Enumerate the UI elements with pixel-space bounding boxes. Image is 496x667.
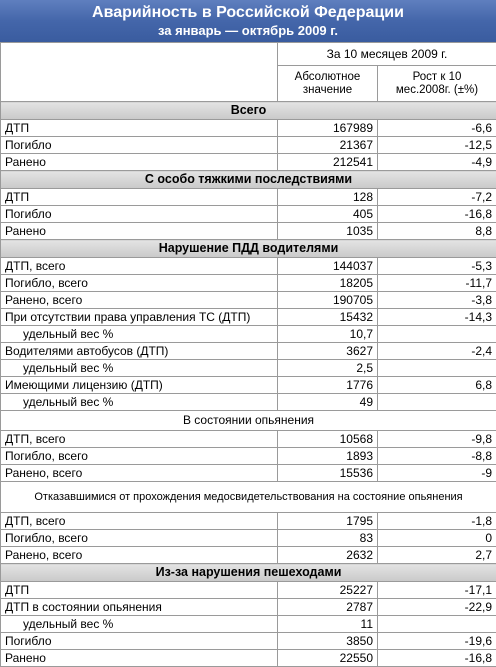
row-growth: -6,6 [378, 120, 496, 137]
row-growth [378, 616, 496, 633]
row-label: Погибло [1, 633, 278, 650]
section-title: С особо тяжкими последствиями [1, 171, 496, 189]
header-absolute-line2: значение [303, 84, 352, 96]
row-absolute-value: 3850 [278, 633, 378, 650]
row-absolute-value: 1035 [278, 223, 378, 240]
table-row [1, 326, 496, 343]
table-row [1, 360, 496, 377]
table-row [1, 258, 496, 275]
section-header-row [1, 482, 496, 513]
row-absolute-value: 10,7 [278, 326, 378, 343]
row-label: ДТП, всего [1, 431, 278, 448]
report-title-bar [0, 0, 496, 42]
section-header-row [1, 240, 496, 258]
row-growth [378, 326, 496, 343]
table-row [1, 448, 496, 465]
row-absolute-value: 1893 [278, 448, 378, 465]
table-row [1, 394, 496, 411]
row-growth: -5,3 [378, 258, 496, 275]
header-absolute-value [278, 66, 378, 102]
row-absolute-value: 144037 [278, 258, 378, 275]
table-row [1, 309, 496, 326]
row-absolute-value: 1795 [278, 513, 378, 530]
row-label: Ранено, всего [1, 292, 278, 309]
row-label: ДТП в состоянии опьянения [1, 599, 278, 616]
row-label: При отсутствии права управления ТС (ДТП) [1, 309, 278, 326]
row-absolute-value: 2,5 [278, 360, 378, 377]
header-growth [378, 66, 496, 102]
section-title: Отказавшимися от прохождения медосвидетельствования на состояние опьянения [1, 482, 496, 513]
row-absolute-value: 3627 [278, 343, 378, 360]
row-label: Ранено [1, 650, 278, 667]
row-growth: 2,7 [378, 547, 496, 564]
row-absolute-value: 405 [278, 206, 378, 223]
row-growth: -16,8 [378, 650, 496, 667]
row-absolute-value: 15536 [278, 465, 378, 482]
row-absolute-value: 83 [278, 530, 378, 547]
row-growth: -14,3 [378, 309, 496, 326]
row-growth: -9 [378, 465, 496, 482]
row-growth: -19,6 [378, 633, 496, 650]
row-absolute-value: 22550 [278, 650, 378, 667]
row-label: удельный вес % [1, 360, 278, 377]
header-period: За 10 месяцев 2009 г. [278, 43, 496, 66]
section-header-row [1, 171, 496, 189]
row-growth: -3,8 [378, 292, 496, 309]
row-growth: -8,8 [378, 448, 496, 465]
row-label: удельный вес % [1, 394, 278, 411]
row-growth: -1,8 [378, 513, 496, 530]
row-label: Ранено [1, 223, 278, 240]
table-row [1, 465, 496, 482]
row-label: Водителями автобусов (ДТП) [1, 343, 278, 360]
row-label: ДТП [1, 582, 278, 599]
row-label: Погибло, всего [1, 448, 278, 465]
row-absolute-value: 2787 [278, 599, 378, 616]
row-growth: -7,2 [378, 189, 496, 206]
header-growth-line1: Рост к 10 [413, 71, 462, 83]
section-title: Нарушение ПДД водителями [1, 240, 496, 258]
table-row [1, 582, 496, 599]
section-title: Всего [1, 102, 496, 120]
table-row [1, 189, 496, 206]
row-growth: -9,8 [378, 431, 496, 448]
row-absolute-value: 18205 [278, 275, 378, 292]
row-growth: -4,9 [378, 154, 496, 171]
row-label: удельный вес % [1, 326, 278, 343]
row-absolute-value: 49 [278, 394, 378, 411]
row-absolute-value: 128 [278, 189, 378, 206]
header-absolute-line1: Абсолютное [295, 71, 361, 83]
row-growth: 6,8 [378, 377, 496, 394]
section-title: Из-за нарушения пешеходами [1, 564, 496, 582]
table-row [1, 547, 496, 564]
row-label: Погибло [1, 137, 278, 154]
row-label: Погибло, всего [1, 530, 278, 547]
report-subtitle: за январь — октябрь 2009 г. [0, 22, 496, 39]
row-absolute-value: 11 [278, 616, 378, 633]
row-growth [378, 360, 496, 377]
row-absolute-value: 1776 [278, 377, 378, 394]
section-title: В состоянии опьянения [1, 411, 496, 431]
row-label: удельный вес % [1, 616, 278, 633]
report-title: Аварийность в Российской Федерации [0, 0, 496, 22]
row-absolute-value: 21367 [278, 137, 378, 154]
table-row [1, 120, 496, 137]
table-row [1, 223, 496, 240]
table-row [1, 292, 496, 309]
row-growth: -12,5 [378, 137, 496, 154]
table-row [1, 343, 496, 360]
row-label: ДТП [1, 189, 278, 206]
row-growth [378, 394, 496, 411]
row-absolute-value: 10568 [278, 431, 378, 448]
section-header-row [1, 564, 496, 582]
row-absolute-value: 212541 [278, 154, 378, 171]
table-row [1, 154, 496, 171]
table-row [1, 206, 496, 223]
table-row [1, 650, 496, 667]
row-label: Имеющими лицензию (ДТП) [1, 377, 278, 394]
row-label: Погибло [1, 206, 278, 223]
header-blank-cell [1, 43, 278, 102]
row-absolute-value: 190705 [278, 292, 378, 309]
header-row-period [1, 43, 496, 66]
table-row [1, 137, 496, 154]
section-header-row [1, 102, 496, 120]
row-label: Ранено, всего [1, 465, 278, 482]
table-row [1, 431, 496, 448]
table-row [1, 633, 496, 650]
row-growth: -2,4 [378, 343, 496, 360]
row-absolute-value: 25227 [278, 582, 378, 599]
table-body [1, 102, 496, 667]
row-label: ДТП [1, 120, 278, 137]
table-row [1, 513, 496, 530]
row-growth: -17,1 [378, 582, 496, 599]
row-label: Ранено, всего [1, 547, 278, 564]
row-label: ДТП, всего [1, 258, 278, 275]
table-row [1, 599, 496, 616]
row-absolute-value: 15432 [278, 309, 378, 326]
row-absolute-value: 167989 [278, 120, 378, 137]
statistics-table [0, 42, 496, 667]
row-absolute-value: 2632 [278, 547, 378, 564]
table-row [1, 377, 496, 394]
table-row [1, 275, 496, 292]
row-label: Ранено [1, 154, 278, 171]
section-header-row [1, 411, 496, 431]
table-row [1, 530, 496, 547]
row-growth: 8,8 [378, 223, 496, 240]
header-growth-line2: мес.2008г. (±%) [396, 84, 478, 96]
row-growth: 0 [378, 530, 496, 547]
row-growth: -16,8 [378, 206, 496, 223]
table-row [1, 616, 496, 633]
row-label: Погибло, всего [1, 275, 278, 292]
row-growth: -11,7 [378, 275, 496, 292]
row-growth: -22,9 [378, 599, 496, 616]
row-label: ДТП, всего [1, 513, 278, 530]
